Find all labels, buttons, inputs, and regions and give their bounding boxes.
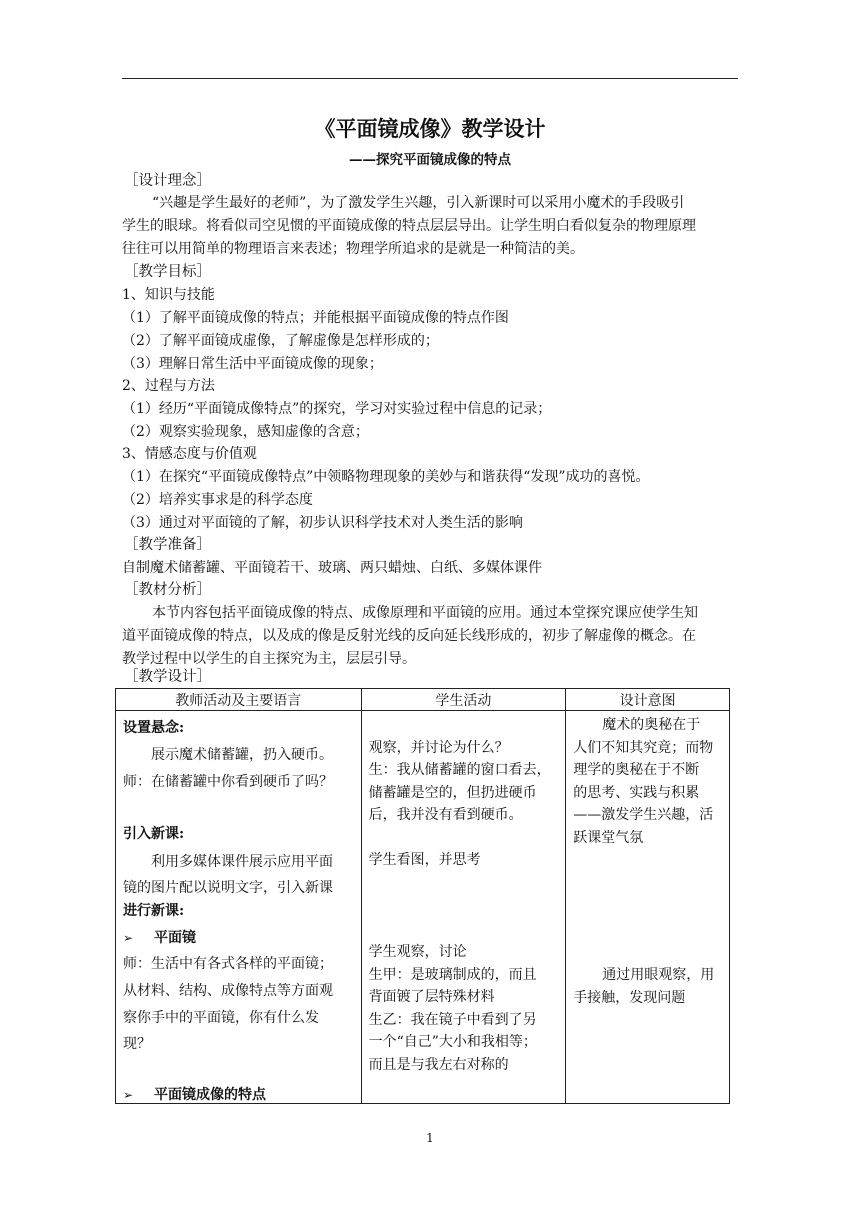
teacher-text: 展示魔术储蓄罐，扔入硬币。 — [151, 747, 333, 763]
goal-item: （2）观察实验现象，感知虚像的含意； — [122, 424, 369, 440]
student-text: 后，我并没有看到硬币。 — [368, 807, 523, 823]
goal-item: （1）了解平面镜成像的特点；并能根据平面镜成像的特点作图 — [122, 310, 509, 326]
table-header-teacher: 教师活动及主要语言 — [116, 689, 362, 711]
arrow-bullet-icon: ➢ — [123, 931, 134, 945]
intent-text: 跃课堂气氛 — [573, 830, 644, 846]
teacher-text: 利用多媒体课件展示应用平面 — [151, 854, 333, 870]
arrow-bullet-icon: ➢ — [123, 1088, 134, 1102]
header-rule — [122, 78, 738, 79]
section-heading-concept: ［设计理念］ — [124, 173, 211, 189]
teacher-heading-intro: 引入新课: — [123, 826, 185, 842]
intent-text: 魔术的奥秘在于 — [602, 717, 701, 733]
teacher-heading-features: 平面镜成像的特点 — [154, 1087, 266, 1103]
student-text: 生甲：是玻璃制成的，而且 — [368, 967, 537, 983]
page-number: 1 — [426, 1131, 434, 1145]
intent-text: ——激发学生兴趣，活 — [573, 807, 714, 823]
teacher-cell — [116, 711, 362, 1104]
concept-line: 往往可以用简单的物理语言来表述；物理学所追求的是就是一种简洁的美。 — [122, 241, 584, 257]
goal-item: （2）了解平面镜成虚像，了解虚像是怎样形成的； — [122, 333, 439, 349]
intent-cell — [566, 711, 730, 1104]
student-text: 学生观察，讨论 — [368, 944, 467, 960]
intent-text: 手接触，发现问题 — [573, 990, 686, 1006]
analysis-line: 本节内容包括平面镜成像的特点、成像原理和平面镜的应用。通过本堂探究课应使学生知 — [152, 605, 698, 621]
goal-group: 3、情感态度与价值观 — [122, 446, 257, 462]
teacher-text: 现？ — [123, 1036, 151, 1052]
student-cell — [361, 711, 566, 1104]
teacher-text: 察你手中的平面镜，你有什么发 — [123, 1010, 319, 1026]
teacher-text: 师：在储蓄罐中你看到硬币了吗？ — [123, 774, 333, 790]
student-text: 而且是与我左右对称的 — [368, 1057, 509, 1073]
goal-item: （3）理解日常生活中平面镜成像的现象； — [122, 356, 383, 372]
table-header-intent: 设计意图 — [566, 689, 730, 711]
teacher-heading-mirror: 平面镜 — [154, 930, 196, 946]
doc-subtitle: ——探究平面镜成像的特点 — [349, 152, 511, 168]
teacher-text: 镜的图片配以说明文字，引入新课 — [123, 880, 333, 896]
goal-item: （3）通过对平面镜的了解，初步认识科学技术对人类生活的影响 — [122, 515, 523, 531]
doc-title: 《平面镜成像》教学设计 — [314, 116, 546, 141]
student-text: 观察，并讨论为什么？ — [368, 740, 509, 756]
teacher-heading-new: 进行新课: — [123, 903, 185, 919]
student-text: 一个“自己”大小和我相等； — [368, 1034, 537, 1050]
student-text: 学生看图，并思考 — [368, 852, 481, 868]
goal-item: （1）在探究“平面镜成像特点”中领略物理现象的美妙与和谐获得“发现”成功的喜悦。 — [122, 469, 650, 485]
table-header-student: 学生活动 — [361, 689, 566, 711]
intent-text: 通过用眼观察，用 — [602, 967, 715, 983]
student-text: 生乙：我在镜子中看到了另 — [368, 1012, 537, 1028]
intent-text: 的思考、实践与积累 — [573, 785, 700, 801]
teacher-text: 师：生活中有各式各样的平面镜； — [123, 956, 333, 972]
section-heading-design: ［教学设计］ — [124, 669, 211, 685]
analysis-line: 教学过程中以学生的自主探究为主，层层引导。 — [122, 651, 416, 667]
teaching-design-table — [115, 688, 730, 1104]
concept-line: “兴趣是学生最好的老师”，为了激发学生兴趣，引入新课时可以采用小魔术的手段吸引 — [152, 195, 685, 211]
teacher-heading-suspense: 设置悬念: — [123, 720, 185, 736]
goal-group: 1、知识与技能 — [122, 287, 215, 303]
section-heading-analysis: ［教材分析］ — [124, 582, 211, 598]
student-text: 背面镀了层特殊材料 — [368, 989, 495, 1005]
intent-text: 人们不知其究竟；而物 — [573, 740, 714, 756]
section-heading-goals: ［教学目标］ — [124, 264, 211, 280]
student-text: 储蓄罐是空的，但扔进硬币 — [368, 785, 537, 801]
student-text: 生：我从储蓄罐的窗口看去， — [368, 762, 551, 778]
section-heading-prep: ［教学准备］ — [124, 537, 211, 553]
goal-group: 2、过程与方法 — [122, 378, 215, 394]
teacher-text: 从材料、结构、成像特点等方面观 — [123, 983, 333, 999]
intent-text: 理学的奥秘在于不断 — [573, 762, 700, 778]
concept-line: 学生的眼球。将看似司空见惯的平面镜成像的特点层层导出。让学生明白看似复杂的物理原理 — [122, 218, 696, 234]
table-row — [116, 711, 730, 1104]
table-header-row — [116, 689, 730, 711]
goal-item: （1）经历“平面镜成像特点”的探究，学习对实验过程中信息的记录； — [122, 401, 552, 417]
analysis-line: 道平面镜成像的特点，以及成的像是反射光线的反向延长线形成的，初步了解虚像的概念。在 — [122, 628, 696, 644]
prep-text: 自制魔术储蓄罐、平面镜若干、玻璃、两只蜡烛、白纸、多媒体课件 — [122, 560, 542, 576]
goal-item: （2）培养实事求是的科学态度 — [122, 492, 313, 508]
